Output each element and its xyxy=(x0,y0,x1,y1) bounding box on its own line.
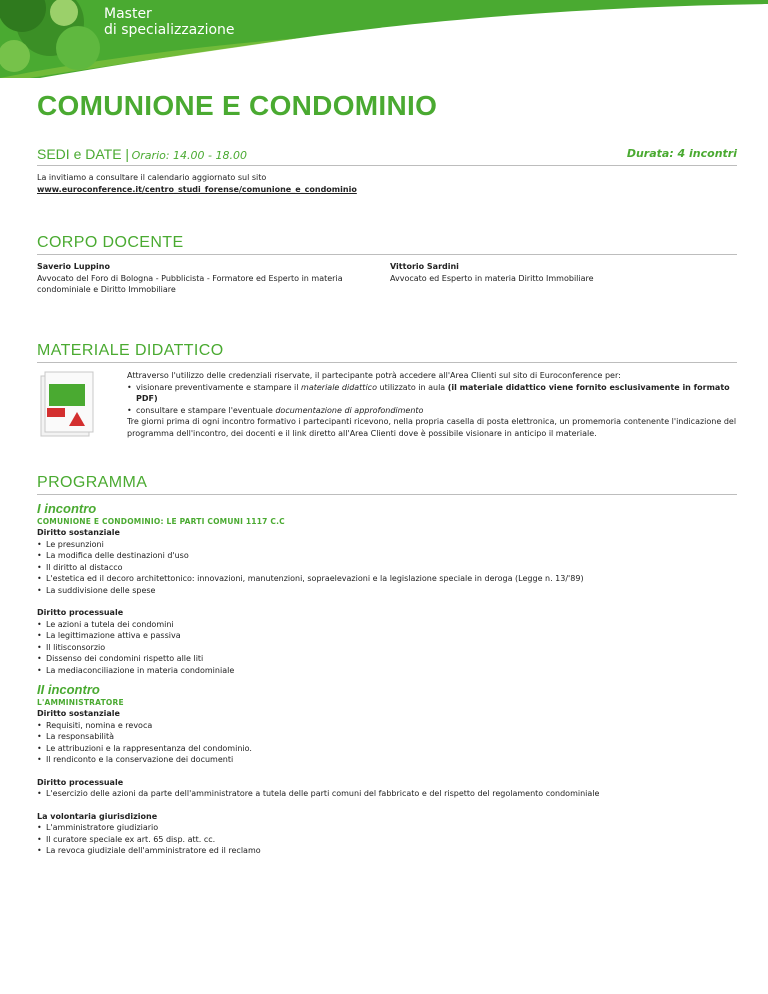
list-item: • Dissenso dei condomini rispetto alle liti xyxy=(37,653,737,665)
materiale-list xyxy=(127,382,737,417)
page-title: COMUNIONE E CONDOMINIO xyxy=(37,90,438,121)
header-banner xyxy=(0,0,768,78)
docenti-section xyxy=(37,234,737,296)
docenti-heading: CORPO DOCENTE xyxy=(37,234,737,255)
docente-card xyxy=(37,261,384,296)
item-bold: (il materiale didattico viene fornito esclusivamente in formato PDF) xyxy=(136,382,730,403)
programma-heading: PROGRAMMA xyxy=(37,474,737,495)
programma-section xyxy=(37,474,737,857)
item-text: utilizzato in aula xyxy=(376,382,448,392)
list-item: • La suddivisione delle spese xyxy=(37,585,737,597)
group-list xyxy=(37,619,737,677)
list-item: • La modifica delle destinazioni d'uso xyxy=(37,550,737,562)
list-item: • Il rendiconto e la conservazione dei documenti xyxy=(37,754,737,766)
list-item: • L'amministratore giudiziario xyxy=(37,822,737,834)
materiale-section xyxy=(37,342,737,448)
docente-name: Vittorio Sardini xyxy=(390,262,459,271)
materiale-body xyxy=(37,370,737,448)
list-item: • La legittimazione attiva e passiva xyxy=(37,630,737,642)
incontro-block xyxy=(37,501,737,676)
list-item: • La revoca giudiziale dell'amministratore ed il reclamo xyxy=(37,845,737,857)
group-label: Diritto sostanziale xyxy=(37,709,120,718)
docente-name: Saverio Luppino xyxy=(37,262,110,271)
incontro-subtitle: COMUNIONE E CONDOMINIO: LE PARTI COMUNI 1117 C.C xyxy=(37,517,285,526)
list-item: • Le attribuzioni e la rappresentanza del condominio. xyxy=(37,743,737,755)
list-item xyxy=(127,382,737,405)
pdf-materiale-icon xyxy=(37,370,127,448)
group-label: Diritto sostanziale xyxy=(37,528,120,537)
list-item: • Il litisconsorzio xyxy=(37,642,737,654)
docente-role: Avvocato ed Esperto in materia Diritto Immobiliare xyxy=(390,273,594,283)
incontro-block xyxy=(37,682,737,857)
item-em: documentazione di approfondimento xyxy=(275,405,424,415)
brand-line-1: Master xyxy=(104,6,152,22)
list-item: • Il diritto al distacco xyxy=(37,562,737,574)
list-item: • Requisiti, nomina e revoca xyxy=(37,720,737,732)
incontro-title: I incontro xyxy=(37,501,97,516)
list-item: • L'estetica ed il decoro architettonico: innovazioni, manutenzioni, sopraelevazioni e la legislazione speciale in deroga (Legge n. 13/'89) xyxy=(37,573,737,585)
group-label: Diritto processuale xyxy=(37,777,124,787)
materiale-heading: MATERIALE DIDATTICO xyxy=(37,342,737,363)
calendar-link[interactable]: www.euroconference.it/centro_studi_forense/comunione_e_condominio xyxy=(37,184,357,194)
sedi-heading xyxy=(37,146,737,166)
list-item: • L'esercizio delle azioni da parte dell'amministratore a tutela delle parti comuni del fabbricato e del rispetto del regolamento condominiale xyxy=(37,788,737,800)
docenti-list xyxy=(37,261,737,296)
group-list xyxy=(37,788,737,800)
group-label: La volontaria giurisdizione xyxy=(37,811,158,821)
sedi-section xyxy=(37,146,737,195)
list-item: • La responsabilità xyxy=(37,731,737,743)
materiale-text xyxy=(127,370,737,448)
group-list xyxy=(37,539,737,597)
list-item: • Le presunzioni xyxy=(37,539,737,551)
sedi-invite: La invitiamo a consultare il calendario aggiornato sul sito xyxy=(37,173,267,182)
item-em: materiale didattico xyxy=(301,382,377,392)
durata-text: Durata: 4 incontri xyxy=(626,147,737,160)
item-text: consultare e stampare l'eventuale xyxy=(136,405,276,415)
docente-role: Avvocato del Foro di Bologna - Pubblicista - Formatore ed Esperto in materia condominiale e Diritto Immobiliare xyxy=(37,273,343,294)
group-list xyxy=(37,822,737,857)
incontro-title: II incontro xyxy=(37,682,100,697)
docente-card xyxy=(390,261,737,296)
list-item: • Le azioni a tutela dei condomini xyxy=(37,619,737,631)
incontro-subtitle: L'AMMINISTRATORE xyxy=(37,698,124,707)
materiale-intro: Attraverso l'utilizzo delle credenziali riservate, il partecipante potrà accedere all'Area Clienti sul sito di Euroconference per: xyxy=(127,371,621,380)
materiale-outro: Tre giorni prima di ogni incontro formativo i partecipanti ricevono, nella propria casella di posta elettronica, un promemoria contenente l'indicazione del programma dell'incontro, dei docenti e il link diretto all'Area Clienti dove è possibile visionare in anticipo il materiale. xyxy=(127,417,737,438)
sedi-label: SEDI e DATE | xyxy=(37,146,130,162)
group-label: Diritto processuale xyxy=(37,608,124,617)
brand-line-2: di specializzazione xyxy=(104,22,235,38)
list-item: • Il curatore speciale ex art. 65 disp. att. cc. xyxy=(37,834,737,846)
orario-text: Orario: 14.00 - 18.00 xyxy=(131,149,248,162)
brand-label xyxy=(104,6,235,38)
list-item: • La mediaconciliazione in materia condominiale xyxy=(37,665,737,677)
item-text: visionare preventivamente e stampare il xyxy=(136,382,302,392)
group-list xyxy=(37,720,737,766)
list-item xyxy=(127,405,737,417)
